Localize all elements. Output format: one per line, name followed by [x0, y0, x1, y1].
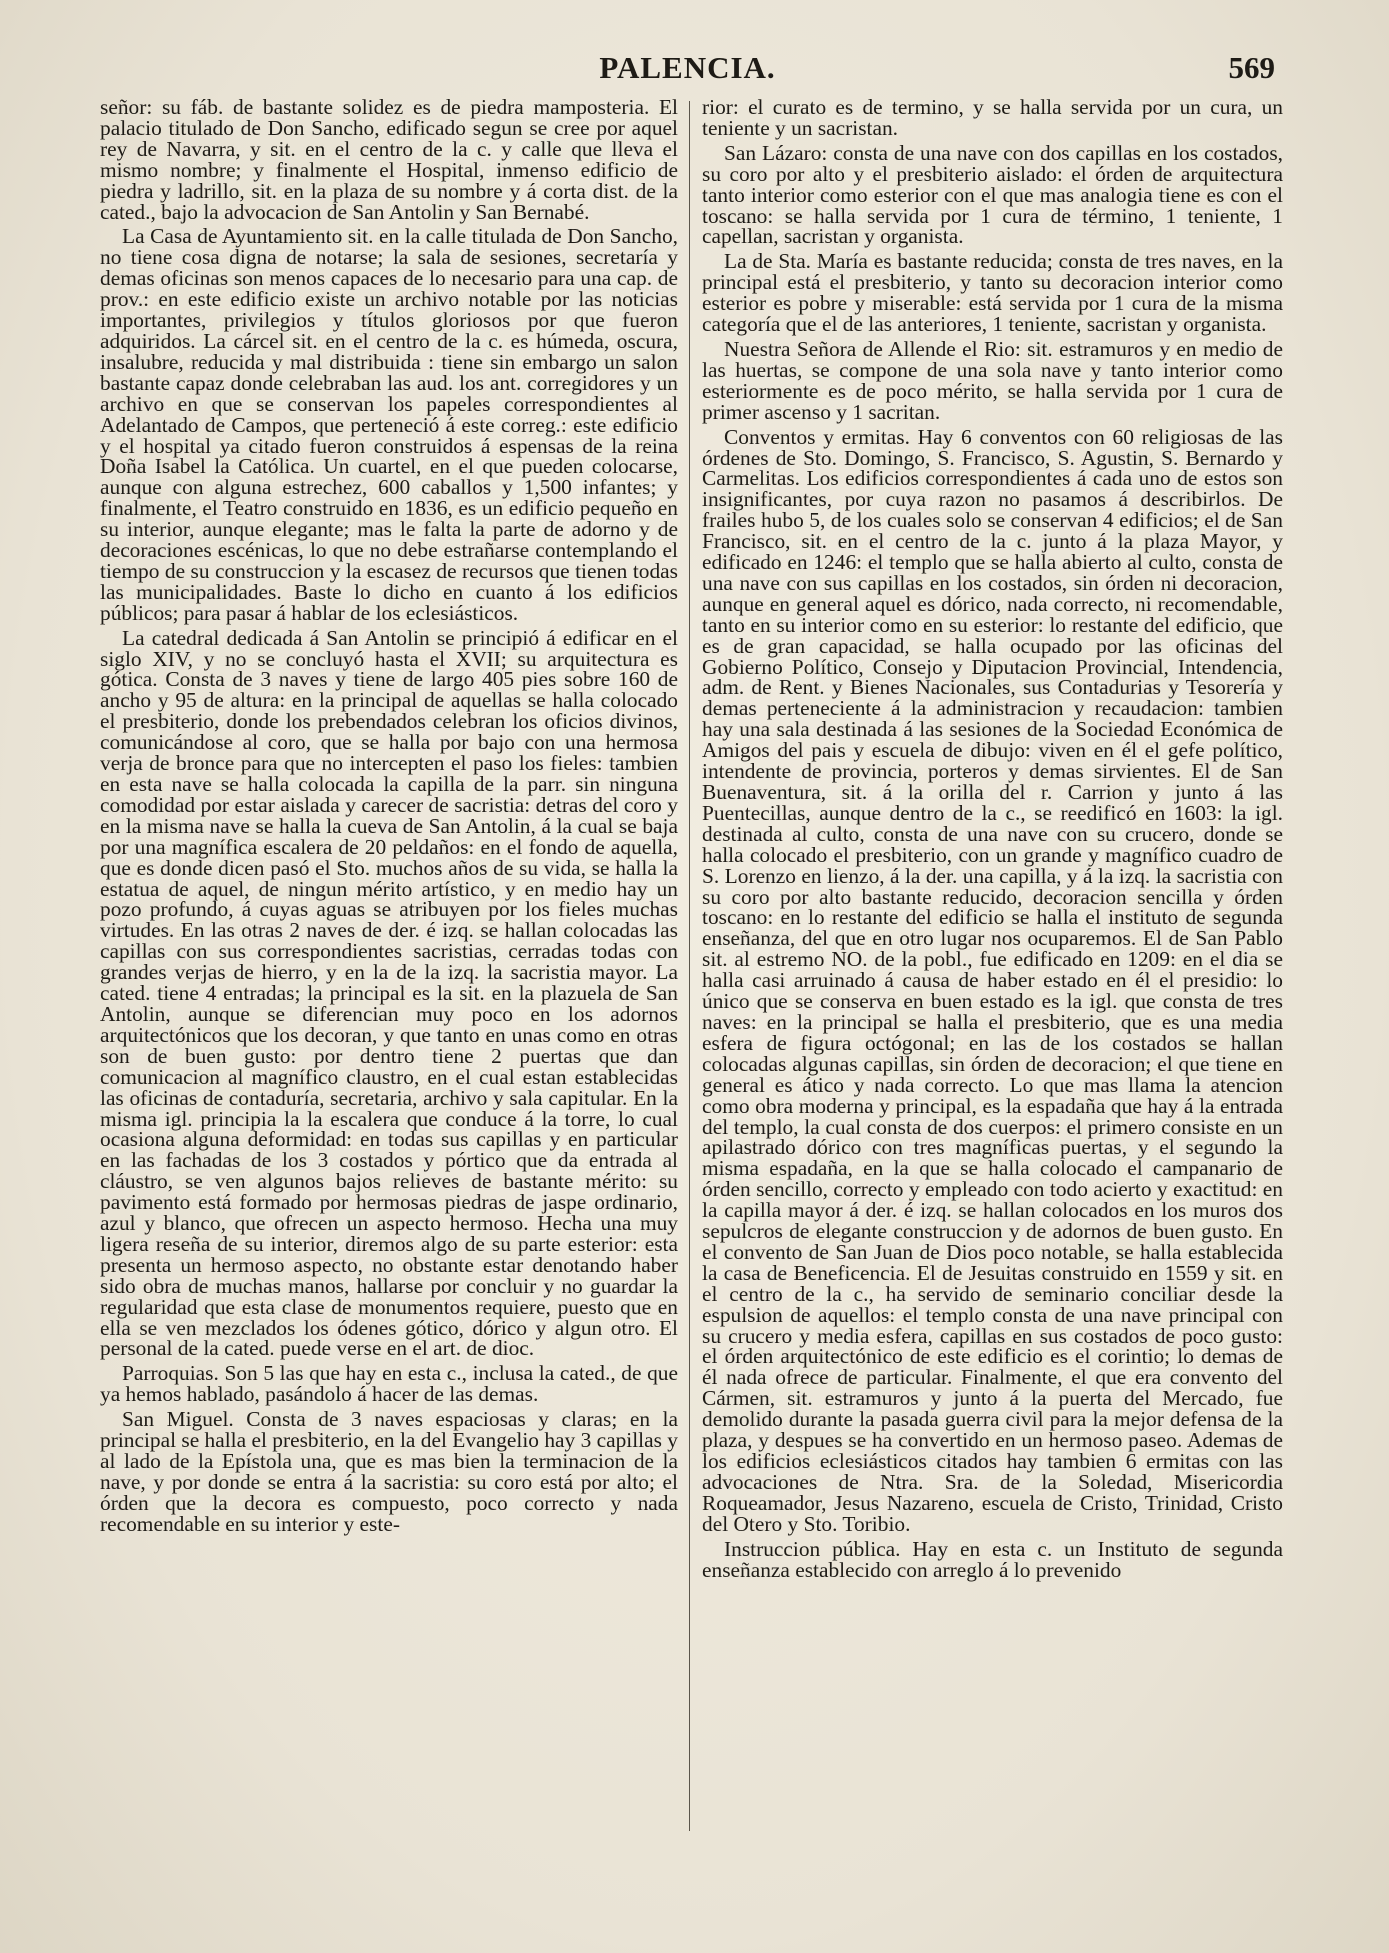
left-column — [100, 97, 678, 1842]
column-divider — [689, 101, 690, 1831]
paragraph: Instruccion pública. Hay en esta c. un Instituto de segunda enseñanza establecido con arreglo á lo prevenido — [702, 1536, 1283, 1582]
paragraph: La Casa de Ayuntamiento sit. en la calle titulada de Don Sancho, no tiene cosa digna de notarse; la sala de sesiones, secretaría y demas oficinas son menos capaces de lo necesario para una cap. de prov.: en este edificio existe un archivo notable por las noticias importantes, privilegios y títulos gloriosos por que fueron adquiridos. La cárcel sit. en el centro de la c. es húmeda, oscura, insalubre, reducida y mal distribuida : tiene sin embargo un salon bastante capaz donde celebraban las aud. los ant. corregidores y un archivo en que se conservan los papeles correspondientes al Adelantado de Campos, que perteneció á este correg.: este edificio y el hospital ya citado fueron construidos á espensas de la reina Doña Isabel la Católica. Un cuartel, en el que pueden colocarse, aunque con alguna estrechez, 600 caballos y 1,500 infantes; y finalmente, el Teatro construido en 1836, es un edificio pequeño en su interior, aunque elegante; mas le falta la parte de adorno y de decoraciones escénicas, lo que no debe estrañarse contemplando el tiempo de su construccion y la escasez de recursos que tienen todas las municipalidades. Baste lo dicho en cuanto á los edificios públicos; para pasar á hablar de los eclesiásticos. — [100, 224, 678, 625]
paragraph: La catedral dedicada á San Antolin se principió á edificar en el siglo XIV, y no se concluyó hasta el XVII; su arquitectura es gótica. Consta de 3 naves y tiene de largo 405 pies sobre 160 de ancho y 95 de altura: en la principal de aquellas se halla colocado el presbiterio, donde los prebendados celebran los oficios divinos, comunicándose al coro, que se halla por bajo con una hermosa verja de bronce para que no intercepten el paso los fieles: tambien en esta nave se halla colocada la capilla de la parr. sin ninguna comodidad por estar aislada y carecer de sacristia: detras del coro y en la misma nave se halla la cueva de San Antolin, á la cual se baja por una magnífica escalera de 20 peldaños: en el fondo de aquella, que es donde dicen pasó el Sto. muchos años de su vida, se halla la estatua de aquel, de ningun mérito artístico, y en medio hay un pozo profundo, á cuyas aguas se atribuyen por los fieles muchas virtudes. En las otras 2 naves de der. é izq. se hallan colocadas las capillas con sus correspondientes sacristias, cerradas todas con grandes verjas de hierro, y en la de la izq. la sacristia mayor. La cated. tiene 4 entradas; la principal es la sit. en la plazuela de San Antolin, aunque se diferencian muy poco en los adornos arquitectónicos que los decoran, y que tanto en unas como en otras son de buen gusto: por dentro tiene 2 puertas que dan comunicacion al magnífico claustro, en el cual estan establecidas las oficinas de contaduría, secretaria, archivo y sala capitular. En la misma igl. principia la la escalera que conduce á la torre, lo cual ocasiona alguna deformidad: en todas sus capillas y en particular en las fachadas de los 3 costados y pórtico que da entrada al cláustro, se ven algunos bajos relieves de bastante mérito: su pavimento está formado por hermosas piedras de jaspe ordinario, azul y blanco, que ofrecen un aspecto hermoso. Hecha una muy ligera reseña de su interior, diremos algo de su parte esterior: esta presenta un hermoso aspecto, no obstante estar denotando haber sido obra de muchas manos, hallarse por concluir y no guardar la regularidad que esta clase de monumentos requiere, puesto que en ella se ven mezclados los ódenes gótico, dórico y algun otro. El personal de la cated. puede verse en el art. de dioc. — [100, 625, 678, 1361]
page-number: 569 — [1228, 50, 1275, 85]
paragraph: La de Sta. María es bastante reducida; consta de tres naves, en la principal está el presbiterio, y tanto su decoracion interior como esterior es pobre y miserable: está servida por 1 cura de la misma categoría que el de las anteriores, 1 teniente, sacristan y organista. — [702, 249, 1283, 337]
page-header — [100, 50, 1275, 94]
paragraph: Nuestra Señora de Allende el Rio: sit. estramuros y en medio de las huertas, se compone de una sola nave y tanto interior como esteriormente es de poco mérito, se halla servida por 1 cura de primer ascenso y 1 sacritan. — [702, 336, 1283, 424]
right-column — [702, 97, 1283, 1842]
paragraph: Conventos y ermitas. Hay 6 conventos con 60 religiosas de las órdenes de Sto. Domingo, S. Francisco, S. Agustin, S. Bernardo y Carmelitas. Los edificios correspondientes á cada uno de estos son insignificantes, por cuya razon no pasamos á describirlos. De frailes hubo 5, de los cuales solo se conservan 4 edificios; el de San Francisco, sit. en el centro de la c. junto á la plaza Mayor, y edificado en 1246: el templo que se halla abierto al culto, consta de una nave con sus capillas en los costados, sin órden ni decoracion, aunque en general aquel es dórico, nada correcto, ni recomendable, tanto en su interior como en su esterior: lo restante del edificio, que es de gran capacidad, se halla ocupado por las oficinas del Gobierno Político, Consejo y Diputacion Provincial, Intendencia, adm. de Rent. y Bienes Nacionales, sus Contadurias y Tesorería y demas perteneciente á la administracion y recaudacion: tambien hay una sala destinada á las sesiones de la Sociedad Económica de Amigos del pais y escuela de dibujo: viven en él el gefe político, intendente de provincia, porteros y demas sirvientes. El de San Buenaventura, sit. á la orilla del r. Carrion y junto á las Puentecillas, aunque dentro de la c., se reedificó en 1603: la igl. destinada al culto, consta de una nave con su crucero, donde se halla colocado el presbiterio, con un grande y magnífico cuadro de S. Lorenzo en lienzo, á la der. una capilla, y á la izq. la sacristia con su coro por alto bastante reducido, decoracion sencilla y órden toscano: en lo restante del edificio se halla el instituto de segunda enseñanza, del que en otro lugar nos ocuparemos. El de San Pablo sit. al estremo NO. de la pobl., fue edificado en 1209: en el dia se halla casi arruinado á causa de haber estado en él el presidio: lo único que se conserva en buen estado es la igl. que consta de tres naves: en la principal se halla el presbiterio, que es una media esfera de figura octógonal; en las de los costados se hallan colocadas algunas capillas, sin órden de decoracion; el que tiene en general es ático y nada correcto. Lo que mas llama la atencion como obra moderna y principal, es la espadaña que hay á la entrada del templo, la cual consta de dos cuerpos: el primero consiste en un apilastrado dórico con tres magníficas puertas, y el segundo la misma espadaña, en la que se halla colocado el campanario de órden sencillo, correcto y empleado con todo acierto y exactitud: en la capilla mayor á der. é izq. se hallan colocados en los muros dos sepulcros de elegante construccion y de adornos de buen gusto. En el convento de San Juan de Dios poco notable, se halla establecida la casa de Beneficencia. El de Jesuitas construido en 1559 y sit. en el centro de la c., ha servido de seminario conciliar desde la espulsion de aquellos: el templo consta de una nave principal con su crucero y media esfera, capillas en sus costados de poco gusto: el órden arquitectónico de este edificio es el corintio; lo demas de él nada ofrece de particular. Finalmente, el que era convento del Cármen, sit. estramuros y junto á la puerta del Mercado, fue demolido durante la pasada guerra civil para la mejor defensa de la plaza, y despues se ha convertido en un hermoso paseo. Ademas de los edificios eclesiásticos citados hay tambien 6 ermitas con las advocaciones de Ntra. Sra. de la Soledad, Misericordia Roqueamador, Jesus Nazareno, escuela de Cristo, Trinidad, Cristo del Otero y Sto. Toribio. — [702, 424, 1283, 1536]
text-columns — [100, 97, 1283, 1842]
paragraph: Parroquias. Son 5 las que hay en esta c., inclusa la cated., de que ya hemos hablado, pasándolo á hacer de las demas. — [100, 1361, 678, 1407]
paragraph: señor: su fáb. de bastante solidez es de piedra mamposteria. El palacio titulado de Don Sancho, edificado segun se cree por aquel rey de Navarra, y sit. en el centro de la c. y calle que lleva el mismo nombre; y finalmente el Hospital, inmenso edificio de piedra y ladrillo, sit. en la plaza de su nombre y á corta dist. de la cated., bajo la advocacion de San Antolin y San Bernabé. — [100, 97, 678, 224]
running-title: PALENCIA. — [599, 50, 776, 85]
paragraph: San Miguel. Consta de 3 naves espaciosas y claras; en la principal se halla el presbiterio, en la del Evangelio hay 3 capillas y al lado de la Epístola una, que es mas bien la terminacion de la nave, y por donde se entra á la sacristia: su coro está por alto; el órden que la decora es compuesto, poco correcto y nada recomendable en su interior y este- — [100, 1407, 678, 1536]
paragraph: San Lázaro: consta de una nave con dos capillas en los costados, su coro por alto y el presbiterio aislado: el órden de arquitectura tanto interior como esterior con el que mas analogia tiene es con el toscano: se halla servida por 1 cura de término, 1 teniente, 1 capellan, sacristan y organista. — [702, 140, 1283, 249]
paragraph: rior: el curato es de termino, y se halla servida por un cura, un teniente y un sacristan. — [702, 97, 1283, 140]
